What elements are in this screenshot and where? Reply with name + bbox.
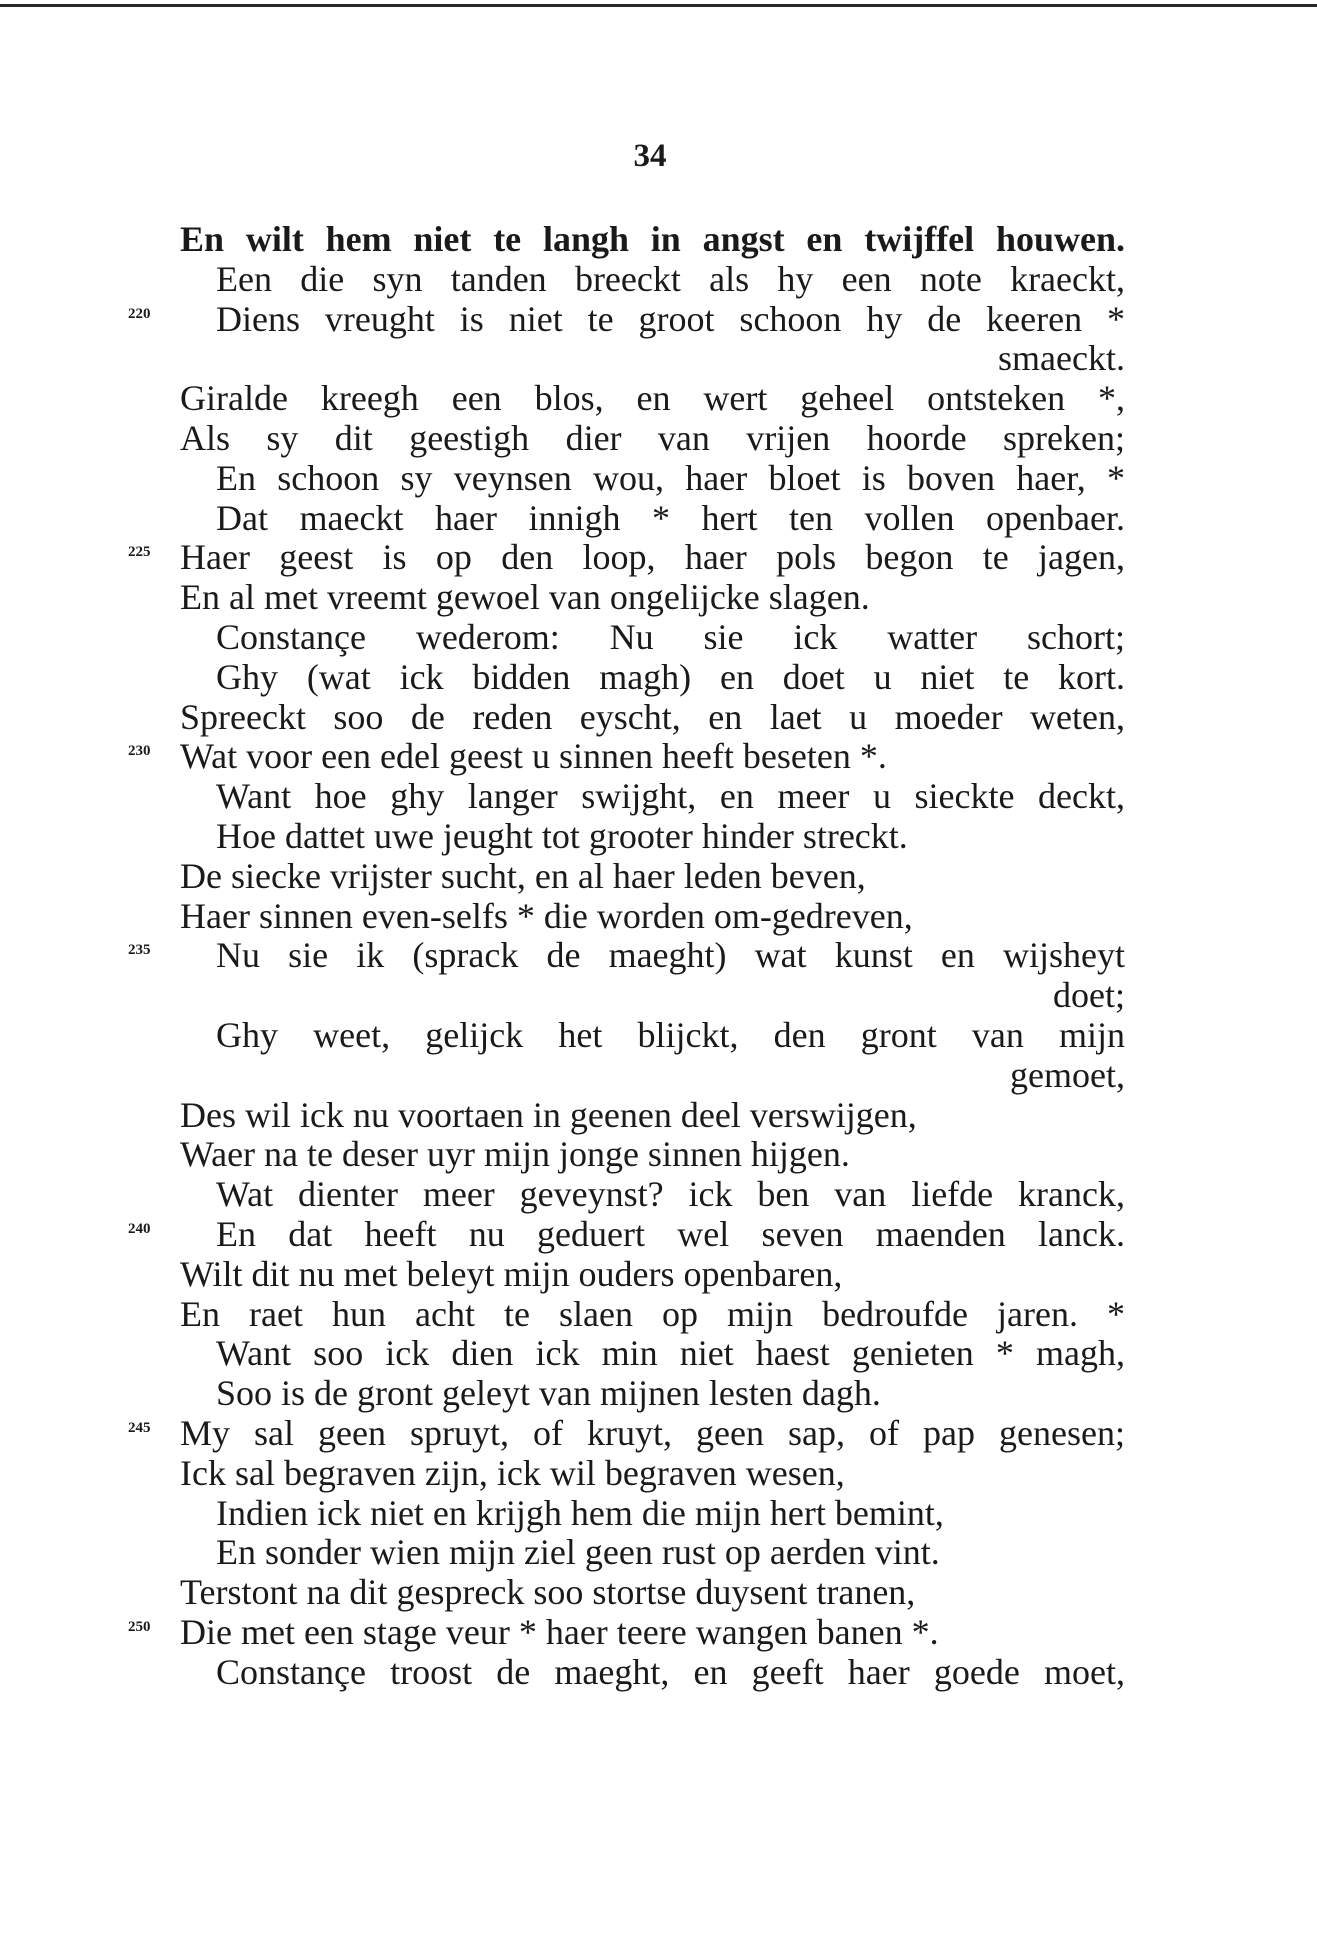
verse-text: Wat voor een edel geest u sinnen heeft beseten *. bbox=[180, 736, 887, 777]
verse-text: doet; bbox=[1053, 975, 1125, 1016]
verse-line bbox=[0, 1533, 1317, 1573]
verse-line bbox=[0, 220, 1317, 260]
page-number: 34 bbox=[633, 138, 667, 174]
verse-line bbox=[0, 379, 1317, 419]
verse-text: En schoon sy veynsen wou, haer bloet is boven haer, * bbox=[216, 457, 1125, 498]
verse-text: Een die syn tanden breeckt als hy een note kraeckt, bbox=[216, 258, 1125, 299]
verse-line bbox=[0, 1374, 1317, 1414]
verse-text: Indien ick niet en krijgh hem die mijn hert bemint, bbox=[216, 1492, 944, 1533]
line-number: 220 bbox=[128, 305, 151, 322]
verse-text: Ghy (wat ick bidden magh) en doet u niet te kort. bbox=[216, 656, 1125, 697]
verse-text: Giralde kreegh een blos, en wert geheel ontsteken *, bbox=[180, 378, 1125, 419]
verse-text: De siecke vrijster sucht, en al haer leden beven, bbox=[180, 855, 866, 896]
line-number: 235 bbox=[128, 942, 151, 959]
verse-line bbox=[0, 1494, 1317, 1534]
verse-text: Waer na te deser uyr mijn jonge sinnen hijgen. bbox=[180, 1134, 850, 1175]
verse-line bbox=[0, 658, 1317, 698]
verse-line bbox=[0, 1454, 1317, 1494]
verse-line bbox=[0, 1215, 1317, 1255]
verse-text: En raet hun acht te slaen op mijn bedroufde jaren. * bbox=[180, 1293, 1125, 1334]
verse-text: smaeckt. bbox=[998, 338, 1125, 379]
line-number: 245 bbox=[128, 1419, 151, 1436]
top-rule bbox=[0, 4, 1317, 7]
verse-line bbox=[0, 538, 1317, 578]
verse-line bbox=[0, 1255, 1317, 1295]
verse-line bbox=[0, 1573, 1317, 1613]
verse-text: En al met vreemt gewoel van ongelijcke slagen. bbox=[180, 577, 870, 618]
verse-line bbox=[0, 737, 1317, 777]
verse-line bbox=[0, 1613, 1317, 1653]
verse-line bbox=[0, 936, 1317, 976]
verse-text: Ick sal begraven zijn, ick wil begraven wesen, bbox=[180, 1452, 845, 1493]
verse-text: En dat heeft nu geduert wel seven maenden lanck. bbox=[216, 1213, 1125, 1254]
verse-line bbox=[0, 1653, 1317, 1693]
verse-line bbox=[0, 300, 1317, 340]
verse-text: Als sy dit geestigh dier van vrijen hoorde spreken; bbox=[180, 417, 1125, 458]
verse-text: Des wil ick nu voortaen in geenen deel verswijgen, bbox=[180, 1094, 917, 1135]
line-number: 230 bbox=[128, 743, 151, 760]
verse-line bbox=[0, 1016, 1317, 1056]
verse-text: En wilt hem niet te langh in angst en twijffel houwen. bbox=[180, 219, 1125, 259]
verse-text: Constançe troost de maeght, en geeft haer goede moet, bbox=[216, 1651, 1125, 1692]
verse-line-continuation bbox=[0, 1056, 1317, 1096]
verse-text: Ghy weet, gelijck het blijckt, den gront van mijn bbox=[216, 1014, 1125, 1055]
verse-line bbox=[0, 1175, 1317, 1215]
verse-text: Haer geest is op den loop, haer pols begon te jagen, bbox=[180, 537, 1125, 578]
verse-text: Haer sinnen even-selfs * die worden om-gedreven, bbox=[180, 895, 913, 936]
verse-line bbox=[0, 1295, 1317, 1335]
verse-text: Hoe dattet uwe jeught tot grooter hinder streckt. bbox=[216, 815, 908, 856]
verse-text: Spreeckt soo de reden eyscht, en laet u moeder weten, bbox=[180, 696, 1125, 737]
verse-line bbox=[0, 857, 1317, 897]
verse-line bbox=[0, 698, 1317, 738]
line-number: 225 bbox=[128, 544, 151, 561]
verse-text: Dat maeckt haer innigh * hert ten vollen openbaer. bbox=[216, 497, 1125, 538]
verse-line-continuation bbox=[0, 976, 1317, 1016]
verse-line bbox=[0, 419, 1317, 459]
verse-text: En sonder wien mijn ziel geen rust op aerden vint. bbox=[216, 1532, 940, 1573]
verse-line bbox=[0, 897, 1317, 937]
verse-text: Soo is de gront geleyt van mijnen lesten dagh. bbox=[216, 1373, 881, 1414]
poem bbox=[0, 220, 1317, 1692]
line-number: 250 bbox=[128, 1618, 151, 1635]
verse-line bbox=[0, 777, 1317, 817]
verse-line bbox=[0, 499, 1317, 539]
verse-line-continuation bbox=[0, 339, 1317, 379]
verse-text: Want soo ick dien ick min niet haest genieten * magh, bbox=[216, 1333, 1125, 1374]
verse-line bbox=[0, 578, 1317, 618]
verse-text: Want hoe ghy langer swijght, en meer u sieckte deckt, bbox=[216, 776, 1125, 817]
line-number: 240 bbox=[128, 1220, 151, 1237]
verse-line bbox=[0, 1414, 1317, 1454]
verse-text: Nu sie ik (sprack de maeght) wat kunst en wijsheyt bbox=[216, 935, 1125, 976]
verse-text: Diens vreught is niet te groot schoon hy de keeren * bbox=[216, 298, 1125, 339]
verse-text: gemoet, bbox=[1010, 1054, 1125, 1095]
verse-text: Wat dienter meer geveynst? ick ben van liefde kranck, bbox=[216, 1174, 1125, 1215]
verse-text: Wilt dit nu met beleyt mijn ouders openbaren, bbox=[180, 1253, 843, 1294]
verse-line bbox=[0, 1135, 1317, 1175]
verse-line bbox=[0, 817, 1317, 857]
verse-line bbox=[0, 1096, 1317, 1136]
verse-text: Terstont na dit gespreck soo stortse duysent tranen, bbox=[180, 1572, 916, 1613]
verse-line bbox=[0, 260, 1317, 300]
verse-text: Die met een stage veur * haer teere wangen banen *. bbox=[180, 1611, 939, 1652]
verse-line bbox=[0, 1334, 1317, 1374]
verse-text: My sal geen spruyt, of kruyt, geen sap, of pap genesen; bbox=[180, 1412, 1125, 1453]
verse-line bbox=[0, 459, 1317, 499]
verse-text: Constançe wederom: Nu sie ick watter schort; bbox=[216, 616, 1125, 657]
verse-line bbox=[0, 618, 1317, 658]
